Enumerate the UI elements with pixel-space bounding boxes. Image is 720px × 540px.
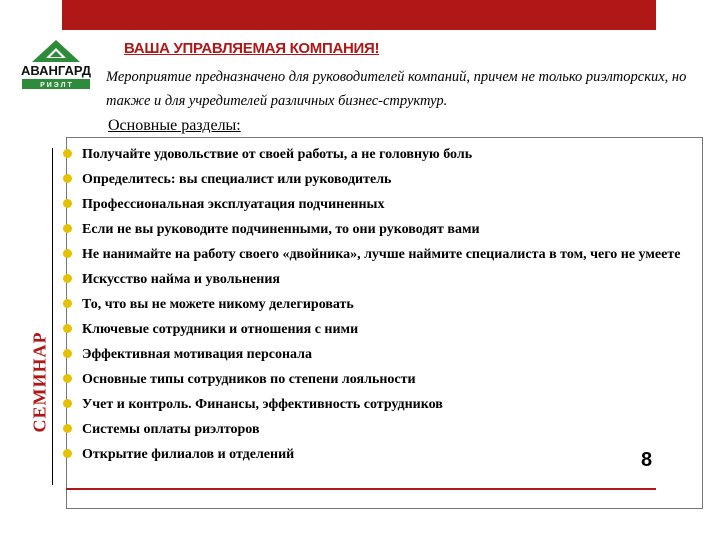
list-item: Эффективная мотивация персонала	[63, 342, 703, 367]
bullet-dot-icon	[63, 299, 72, 308]
logo-subtext: Р И Э Л Т	[40, 82, 72, 89]
bullet-dot-icon	[63, 374, 72, 383]
bullet-dot-icon	[63, 199, 72, 208]
list-item: Системы оплаты риэлторов	[63, 417, 703, 442]
bullet-dot-icon	[63, 174, 72, 183]
list-item: Профессиональная эксплуатация подчиненных	[63, 192, 703, 217]
sections-title: Основные разделы:	[108, 117, 241, 134]
bullet-dot-icon	[63, 249, 72, 258]
logo-text: АВАНГАРД	[21, 63, 91, 78]
intro-text: Мероприятие предназначено для руководителей компаний, причем не только риэлторских, но также и для учредителей различных бизнес-структур.	[106, 69, 687, 109]
avangard-logo	[12, 38, 100, 102]
bullet-dot-icon	[63, 324, 72, 333]
list-item: Основные типы сотрудников по степени лояльности	[63, 367, 703, 392]
company-title: ВАША УПРАВЛЯЕМАЯ КОМПАНИЯ!	[124, 40, 380, 57]
bullet-dot-icon	[63, 274, 72, 283]
bullet-dot-icon	[63, 399, 72, 408]
seminar-side-label: СЕМИНАР	[29, 331, 50, 433]
list-item: Ключевые сотрудники и отношения с ними	[63, 317, 703, 342]
bullet-dot-icon	[63, 224, 72, 233]
bullet-dot-icon	[63, 149, 72, 158]
bullet-dot-icon	[63, 449, 72, 458]
page-number: 8	[641, 449, 653, 471]
list-item: Получайте удовольствие от своей работы, а не головную боль	[63, 142, 703, 167]
bullet-dot-icon	[63, 424, 72, 433]
list-item: Определитесь: вы специалист или руководитель	[63, 167, 703, 192]
top-banner-bar	[62, 0, 656, 30]
list-item: Открытие филиалов и отделений	[63, 442, 703, 467]
sections-list	[63, 142, 703, 467]
list-item: Учет и контроль. Финансы, эффективность сотрудников	[63, 392, 703, 417]
list-item: Не нанимайте на работу своего «двойника», лучше наймите специалиста в том, чего не умеете	[63, 242, 697, 267]
list-item: Если не вы руководите подчиненными, то они руководят вами	[63, 217, 703, 242]
left-divider	[52, 148, 53, 485]
list-item: Искусство найма и увольнения	[63, 267, 703, 292]
bullet-dot-icon	[63, 349, 72, 358]
list-item: То, что вы не можете никому делегировать	[63, 292, 703, 317]
bottom-divider	[66, 488, 656, 490]
